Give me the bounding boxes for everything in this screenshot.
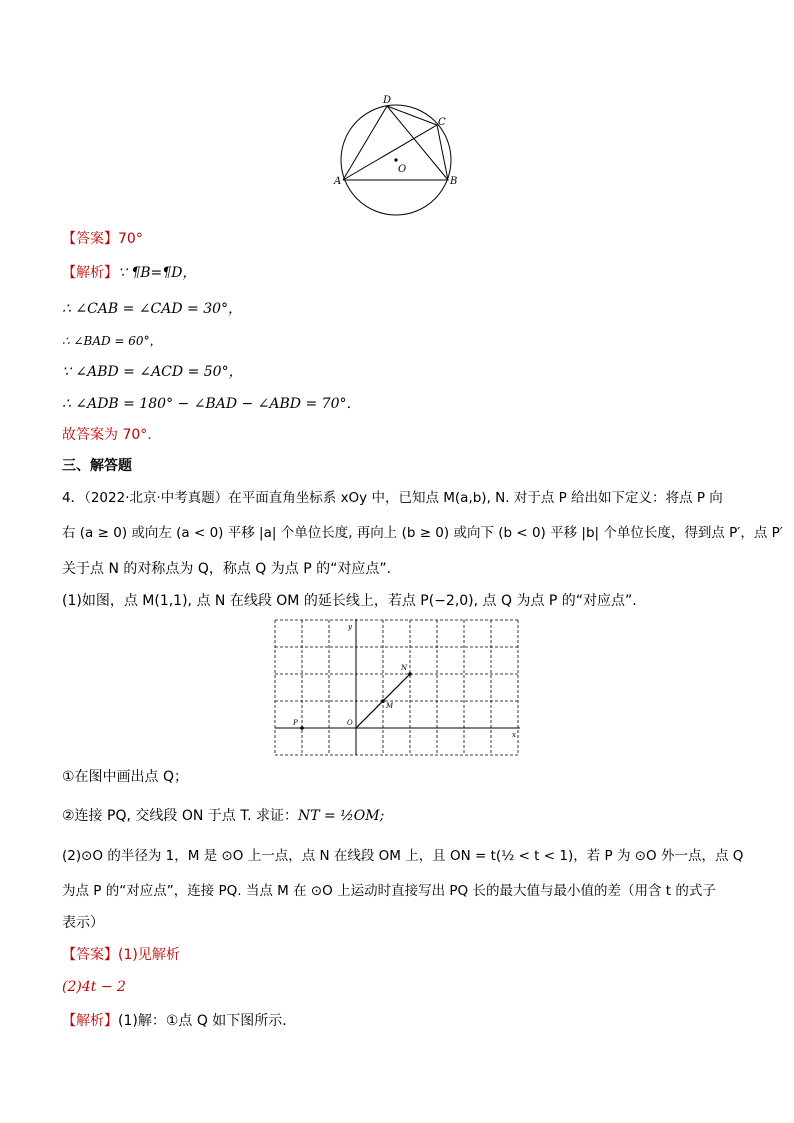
q4-part2-line2: 为点 P 的“对应点”，连接 PQ. 当点 M 在 ⊙O 上运动时直接写出 PQ 长的最大值与最小值的差（用含 t 的式子 bbox=[62, 883, 716, 899]
answer-tag: 【答案】 bbox=[62, 231, 118, 247]
q4-line3: 关于点 N 的对称点为 Q，称点 Q 为点 P 的“对应点”. bbox=[62, 561, 392, 577]
answer1-line bbox=[62, 228, 143, 250]
label-d: D bbox=[383, 95, 392, 106]
label-y: y bbox=[348, 623, 352, 631]
analysis2-tag: 【解析】 bbox=[62, 1013, 118, 1029]
analysis1-step2: ∴ ∠CAB = ∠CAD = 30°， bbox=[62, 301, 243, 317]
analysis1-step4: ∵ ∠ABD = ∠ACD = 50°， bbox=[62, 364, 243, 380]
answer2-part1: (1)见解析 bbox=[118, 947, 180, 963]
center-point bbox=[394, 158, 397, 161]
q4-part2-line1: (2)⊙O 的半径为 1，M 是 ⊙O 上一点，点 N 在线段 OM 上，且 ON = t(½ < t < 1)，若 P 为 ⊙O 外一点，点 Q bbox=[62, 848, 744, 864]
label-x: x bbox=[512, 731, 516, 739]
analysis-tag: 【解析】 bbox=[62, 265, 118, 281]
circle-figure bbox=[330, 92, 470, 222]
answer2-part2: (2)4t − 2 bbox=[62, 979, 126, 995]
section-title: 三、解答题 bbox=[62, 458, 132, 474]
analysis2-text: (1)解：①点 Q 如下图所示. bbox=[118, 1013, 287, 1029]
answer2-tag: 【答案】 bbox=[62, 947, 118, 963]
q4-line2: 右 (a ≥ 0) 或向左 (a < 0) 平移 |a| 个单位长度, 再向上 (b ≥ 0) 或向下 (b < 0) 平移 |b| 个单位长度，得到点 P′，点 P′ bbox=[62, 525, 783, 541]
q4-sub2-text: ②连接 PQ, 交线段 ON 于点 T. 求证： bbox=[62, 808, 298, 824]
segment-ac bbox=[343, 125, 437, 180]
label-b: B bbox=[450, 176, 458, 187]
label-n: N bbox=[401, 664, 408, 672]
analysis1-step3: ∴ ∠BAD = 60°， bbox=[62, 334, 162, 348]
label-c: C bbox=[438, 117, 446, 128]
q4-sub2-formula: NT = ½OM; bbox=[298, 808, 385, 824]
q4-part1: (1)如图，点 M(1,1), 点 N 在线段 OM 的延长线上，若点 P(−2,0), 点 Q 为点 P 的“对应点”. bbox=[62, 593, 637, 609]
label-m: M bbox=[386, 702, 394, 710]
analysis1-conclusion: 故答案为 70°. bbox=[62, 427, 152, 443]
q4-part2-line3: 表示） bbox=[62, 915, 104, 931]
q4-sub2 bbox=[62, 805, 384, 827]
analysis2-line bbox=[62, 1010, 287, 1032]
point-m bbox=[381, 699, 385, 703]
coordinate-grid-figure bbox=[272, 618, 520, 756]
analysis1-step5: ∴ ∠ADB = 180° − ∠BAD − ∠ABD = 70°． bbox=[62, 396, 361, 412]
label-p: P bbox=[293, 719, 298, 727]
q4-line1: 4．（2022·北京·中考真题）在平面直角坐标系 xOy 中，已知点 M(a,b), N. 对于点 P 给出如下定义：将点 P 向 bbox=[62, 490, 723, 506]
point-p bbox=[300, 726, 304, 730]
point-n bbox=[408, 672, 412, 676]
answer-value: 70° bbox=[118, 231, 143, 247]
analysis1-line1 bbox=[62, 262, 196, 284]
q4-sub1: ①在图中画出点 Q； bbox=[62, 769, 189, 785]
label-o: O bbox=[398, 164, 407, 175]
label-o: O bbox=[347, 719, 353, 727]
label-a: A bbox=[334, 176, 342, 187]
quadrilateral bbox=[343, 106, 448, 180]
analysis1-step1: ∵ ¶B=¶D， bbox=[118, 265, 197, 281]
answer2-line1 bbox=[62, 944, 180, 966]
